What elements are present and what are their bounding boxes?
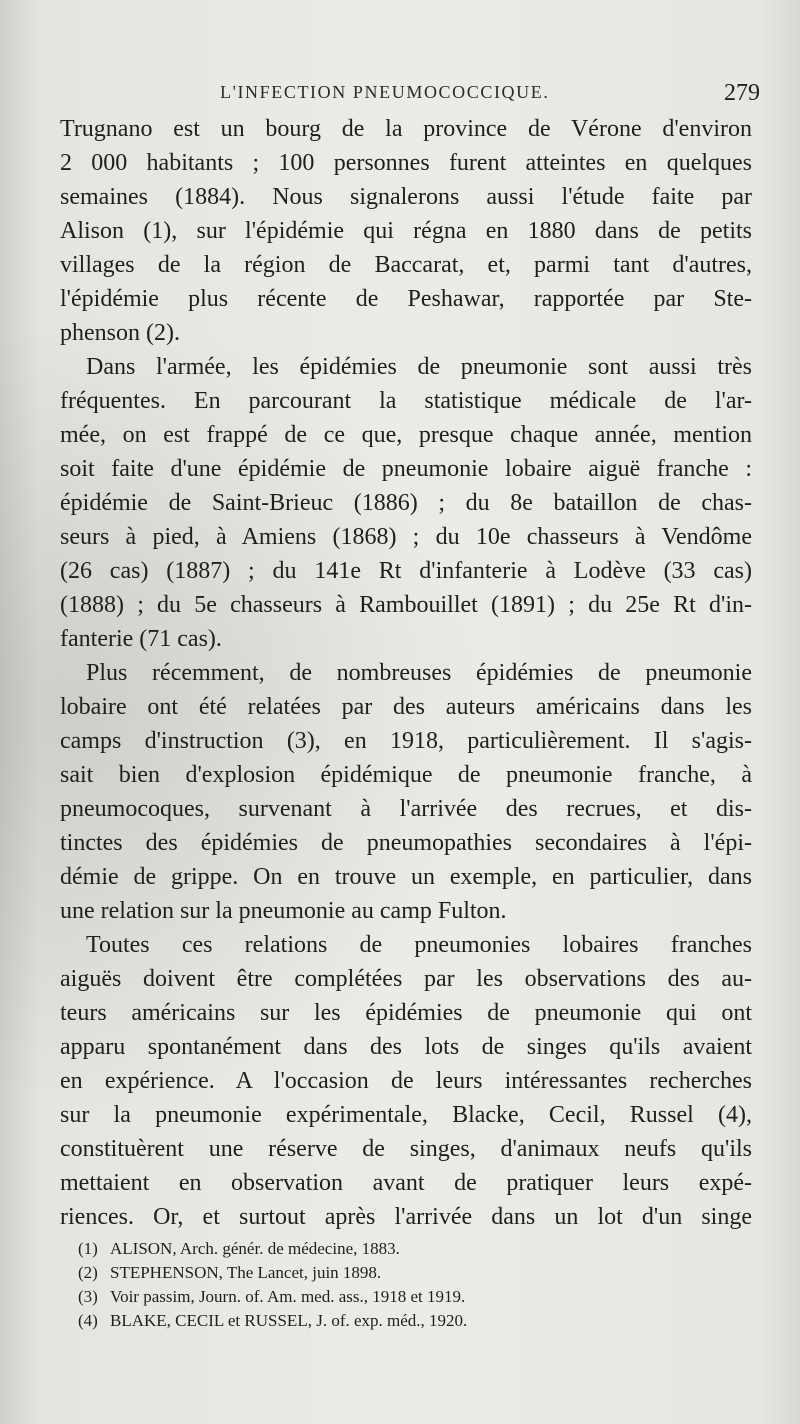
text-line: en expérience. A l'occasion de leurs intéressantes recherches: [60, 1068, 752, 1094]
page-number: 279: [724, 80, 760, 106]
text-line: villages de la région de Baccarat, et, parmi tant d'autres,: [60, 252, 752, 278]
text-line: démie de grippe. On en trouve un exemple, en particulier, dans: [60, 864, 752, 890]
text-line: (1888) ; du 5e chasseurs à Rambouillet (1891) ; du 25e Rt d'in-: [60, 592, 752, 618]
footnote-text: Voir passim, Journ. of. Am. med. ass., 1918 et 1919.: [110, 1287, 466, 1306]
body-text: [60, 112, 752, 1234]
footnote-text: ALISON, Arch. génér. de médecine, 1883.: [110, 1239, 400, 1258]
footnote: [78, 1237, 678, 1261]
text-line: semaines (1884). Nous signalerons aussi l'étude faite par: [60, 184, 752, 210]
text-line: lobaire ont été relatées par des auteurs américains dans les: [60, 694, 752, 720]
text-line: une relation sur la pneumonie au camp Fulton.: [60, 898, 507, 924]
footnote-text: STEPHENSON, The Lancet, juin 1898.: [110, 1263, 382, 1282]
text-line: sait bien d'explosion épidémique de pneumonie franche, à: [60, 762, 752, 788]
text-line: mettaient en observation avant de pratiquer leurs expé-: [60, 1170, 752, 1196]
text-line: Plus récemment, de nombreuses épidémies de pneumonie: [86, 660, 752, 686]
text-line: 2 000 habitants ; 100 personnes furent atteintes en quelques: [60, 150, 752, 176]
text-line: seurs à pied, à Amiens (1868) ; du 10e chasseurs à Vendôme: [60, 524, 752, 550]
text-line: (26 cas) (1887) ; du 141e Rt d'infanterie à Lodève (33 cas): [60, 558, 752, 584]
text-line: riences. Or, et surtout après l'arrivée dans un lot d'un singe: [60, 1204, 752, 1230]
text-line: aiguës doivent être complétées par les observations des au-: [60, 966, 752, 992]
text-line: pneumocoques, survenant à l'arrivée des recrues, et dis-: [60, 796, 752, 822]
text-line: apparu spontanément dans des lots de singes qu'ils avaient: [60, 1034, 752, 1060]
page-header: [70, 80, 760, 110]
text-line: Toutes ces relations de pneumonies lobaires franches: [86, 932, 752, 958]
text-line: Alison (1), sur l'épidémie qui régna en 1880 dans de petits: [60, 218, 752, 244]
footnote-number: (1): [78, 1239, 98, 1258]
text-line: teurs américains sur les épidémies de pneumonie qui ont: [60, 1000, 752, 1026]
text-line: Trugnano est un bourg de la province de Vérone d'environ: [60, 116, 752, 142]
text-line: camps d'instruction (3), en 1918, particulièrement. Il s'agis-: [60, 728, 752, 754]
footnote: [78, 1285, 678, 1309]
text-line: Dans l'armée, les épidémies de pneumonie sont aussi très: [86, 354, 752, 380]
text-line: fréquentes. En parcourant la statistique médicale de l'ar-: [60, 388, 752, 414]
text-line: tinctes des épidémies de pneumopathies secondaires à l'épi-: [60, 830, 752, 856]
footnotes: [78, 1237, 678, 1333]
text-line: soit faite d'une épidémie de pneumonie lobaire aiguë franche :: [60, 456, 752, 482]
footnote-text: BLAKE, CECIL et RUSSEL, J. of. exp. méd., 1920.: [110, 1311, 468, 1330]
footnote-number: (2): [78, 1263, 98, 1282]
text-line: épidémie de Saint-Brieuc (1886) ; du 8e bataillon de chas-: [60, 490, 752, 516]
footnote-number: (4): [78, 1311, 98, 1330]
text-line: mée, on est frappé de ce que, presque chaque année, mention: [60, 422, 752, 448]
text-line: sur la pneumonie expérimentale, Blacke, Cecil, Russel (4),: [60, 1102, 752, 1128]
text-line: constituèrent une réserve de singes, d'animaux neufs qu'ils: [60, 1136, 752, 1162]
text-line: l'épidémie plus récente de Peshawar, rapportée par Ste-: [60, 286, 752, 312]
footnote: [78, 1309, 678, 1333]
text-line: fanterie (71 cas).: [60, 626, 222, 652]
footnote-number: (3): [78, 1287, 98, 1306]
footnote: [78, 1261, 678, 1285]
running-title: L'INFECTION PNEUMOCOCCIQUE.: [220, 82, 550, 102]
text-line: phenson (2).: [60, 320, 180, 346]
